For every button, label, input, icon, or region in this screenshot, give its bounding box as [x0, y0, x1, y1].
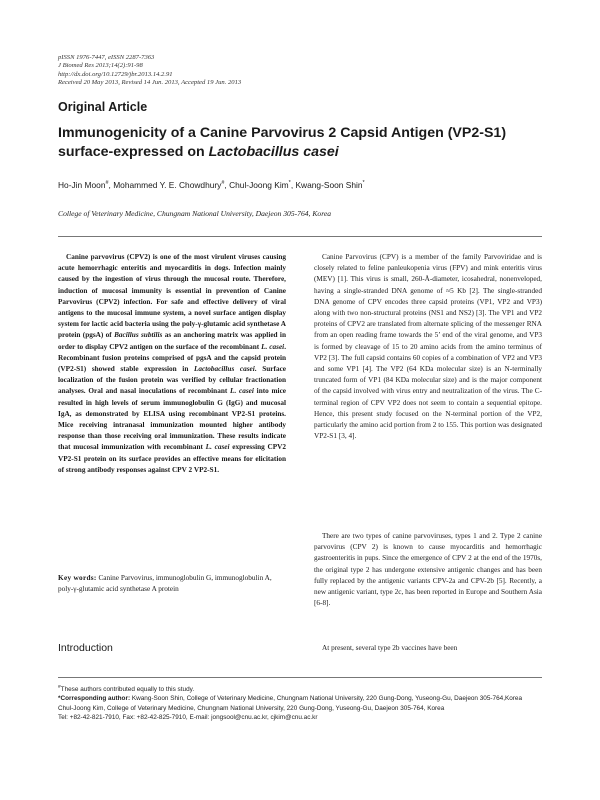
abstract-text: expressing CPV2 VP2-S1 protein on its surface provides an effective means for elicitation of strong antibody responses against CPV 2 VP2-S1.: [58, 443, 286, 474]
abstract-italic: Lactobacillus casei: [193, 365, 255, 374]
issn: pISSN 1976-7447, eISSN 2287-7363: [58, 54, 155, 61]
title-line-2-prefix: surface-expressed on: [58, 144, 209, 160]
author: [58, 180, 113, 190]
paragraph-text: At present, several type 2b vaccines have been: [322, 644, 458, 652]
author: [229, 180, 295, 190]
author-mark: *: [288, 180, 291, 186]
paragraph-text: There are two types of canine parvoviruses, types 1 and 2. Type 2 canine parvovirus (CPV 2) is known to cause myocarditis and hemorrhagic gastroenteritis in pups. Since the emergence of CPV 2 at the end of the 1970s, the original type 2 has undergone extensive antigenic changes and has been fully replaced by the antigenic variants CPV-2a and CPV-2b [5]. Recently, a new antigenic variant, type 2c, has been reported in Europe and Southern Asia [6-8].: [314, 532, 542, 608]
author-separator: ,: [224, 180, 230, 190]
title-line-1: Immunogenicity of a Canine Parvovirus 2 Capsid Antigen (VP2-S1): [58, 125, 507, 141]
abstract-italic: L. casei: [205, 443, 230, 452]
footnote-mark: #: [58, 685, 61, 690]
author-separator: ,: [108, 180, 114, 190]
author-mark: #: [105, 180, 109, 186]
author-name: Mohammed Y. E. Chowdhury: [113, 180, 222, 190]
keywords-text: Canine Parvovirus, immunoglobulin G, immunoglobulin A, poly-γ-glutamic acid synthetase A protein: [58, 574, 272, 594]
author-name: Kwang-Soon Shin: [295, 180, 363, 190]
author-separator: ,: [290, 180, 296, 190]
header-divider: [58, 236, 542, 237]
abstract-text: . Surface localization of the fusion protein was verified by cellular fractionation analyses. Oral and nasal inoculations of recombinant: [58, 365, 286, 396]
footnote-text: Kwang-Soon Shin, College of Veterinary Medicine, Chungnam National University, 220 Gung-Dong, Yuseong-Gu, Daejeon 305-764,Korea: [130, 695, 523, 703]
abstract-text: into mice resulted in high levels of serum immunoglobulin G (IgG) and mucosal IgA, as demonstrated by ELISA using recombinant VP2-S1 proteins. Mice receiving intranasal immunization mounted higher antibody response than those receiving oral immunization. These results indicate that mucosal immunization with recombinant: [58, 387, 287, 452]
footnote-divider: [58, 677, 542, 678]
author-name: Ho-Jin Moon: [58, 180, 106, 190]
footnote-equal-contribution: [58, 685, 548, 694]
title-line-2-italic: Lactobacillus casei: [208, 144, 339, 160]
author: [295, 180, 364, 190]
footnote-second-author: Chul-Joong Kim, College of Veterinary Medicine, Chungnam National University, 220 Gung-Dong, Yuseong-Gu, Daejeon 305-764, Korea: [58, 704, 445, 712]
author-mark: #: [221, 180, 225, 186]
abstract-italic: Bacillus subtilis: [114, 331, 163, 340]
abstract-text: Canine parvovirus (CPV2) is one of the most virulent viruses causing acute hemorrhagic enteritis and myocarditis in dogs. Infection mainly caused by the ingestion of virus through the mucosal route. Therefore, induction of mucosal immunity is essential in prevention of Canine Parvovirus (CPV2) infection. For safe and effective delivery of viral antigens to the mucosal immune system, a novel surface antigen display system for lactic acid bacteria using the poly-γ-glutamic acid synthetase A protein (pgsA) of: [58, 253, 286, 340]
affiliation: College of Veterinary Medicine, Chungnam National University, Daejeon 305-764, Korea: [58, 209, 332, 218]
abstract-italic: L. casei: [261, 342, 285, 351]
keywords-label: Key words:: [58, 574, 97, 582]
title-line-2: [58, 143, 558, 162]
abstract: [58, 252, 286, 476]
footnote-corresponding: [58, 694, 548, 703]
body-paragraph: [314, 531, 542, 609]
section-heading-introduction: Introduction: [58, 642, 113, 654]
abstract-text: . Recombinant fusion proteins comprised of pgsA and the capsid protein (VP2-S1) showed stable expression in: [58, 342, 286, 374]
abstract-italic: L. casei: [230, 387, 254, 396]
footnote-text: These authors contributed equally to this study.: [60, 686, 195, 693]
received-dates: Received 20 May 2013, Revised 14 Jun. 2013, Accepted 19 Jun. 2013: [58, 78, 242, 86]
body-paragraph: [314, 643, 542, 654]
doi-link[interactable]: http://dx.doi.org/10.12729/jbr.2013.14.2.91: [58, 70, 173, 78]
author-list: [58, 180, 365, 190]
footnote-contact: Tel: +82-42-821-7910, Fax: +82-42-825-7910, E-mail: jongsool@cnu.ac.kr, cjkim@cnu.ac.kr: [58, 714, 318, 722]
journal-citation: J Biomed Res 2013;14(2):91-98: [58, 62, 143, 70]
paragraph-text: Canine Parvovirus (CPV) is a member of the family Parvoviridae and is closely related to feline panleukopenia virus (FPV) and mink enteritis virus (MEV) [1]. This virus is small, 260-Å-diameter, icosahedral, nonenveloped, having a single-stranded DNA genome of ≈5 Kb [2]. The single-stranded DNA genome of CPV encodes three capsid proteins (VP1, VP2 and VP3) along with two non-structural proteins (NS1 and NS2) [3]. The VP1 and VP2 proteins of CPV2 are translated from alternate splicing of the messenger RNA from an open reading frame towards the 5’ end of the viral genome, and VP3 is formed by cleavage of 15 to 20 amino acids from the amino terminus of VP2 [3]. The full capsid contains 60 copies of a combination of VP2 and VP3 and some VP1 [4]. The VP2 (64 KDa molecular size) is an N-terminally truncated form of VP1 (84 KDa molecular size) and is the major component of the capsid involved with virus entry and neutralization of the virus. The C-terminal region of CPV VP2 does not seem to contain a sequential epitope. Hence, this present study focused on the N-terminal portion of the VP2, particularly the amino acid portion from 2 to 155. This portion was designated VP2-S1 [3, 4].: [314, 253, 542, 441]
footnote-label: *Corresponding author:: [58, 695, 131, 703]
keywords: [58, 573, 286, 595]
body-paragraph: [314, 252, 542, 442]
article-title: [58, 124, 558, 162]
author: [113, 180, 229, 190]
author-mark: *: [362, 180, 365, 186]
journal-meta: [58, 54, 241, 87]
footnotes: [58, 685, 548, 723]
article-type: Original Article: [58, 100, 148, 114]
author-name: Chul-Joong Kim: [229, 180, 289, 190]
abstract-text: as an anchoring matrix was applied in order to display CPV2 antigen on the surface of the recombinant: [58, 331, 286, 351]
